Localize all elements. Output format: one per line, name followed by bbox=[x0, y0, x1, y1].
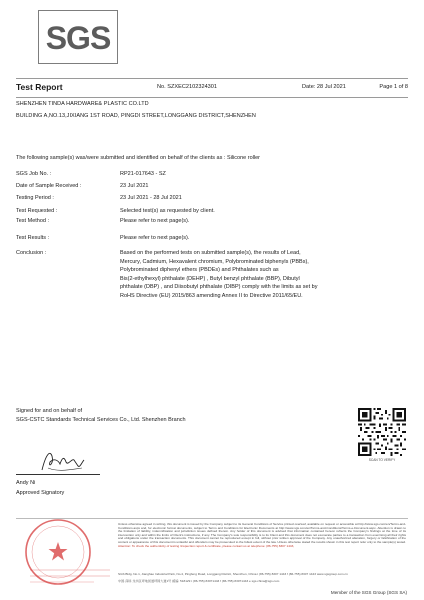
field-value: 23 Jul 2021 - 28 Jul 2021 bbox=[120, 195, 182, 201]
sgs-logo-text: SGS bbox=[45, 20, 111, 56]
signature-scribble bbox=[38, 448, 88, 474]
header-bottom-rule bbox=[16, 97, 408, 98]
verification-qr-code bbox=[358, 408, 406, 456]
page-indicator: Page 1 of 8 bbox=[379, 84, 408, 90]
field-label: Test Method : bbox=[16, 218, 50, 224]
report-header bbox=[16, 82, 408, 96]
field-label: Date of Sample Received : bbox=[16, 183, 82, 189]
signatory-role: Approved Signatory bbox=[16, 490, 65, 496]
conclusion-line: RoHS Directive (EU) 2015/863 amending Annex II to Directive 2011/65/EU. bbox=[120, 292, 303, 299]
signature-rule bbox=[16, 474, 100, 475]
legal-text: Unless otherwise agreed in writing, this document is issued by the Company subject to its General Conditions of Service printed overleaf, available on request or accessible at http://www.sgs.com/en/Terms-and-Conditions.aspx and, for electronic format documents, subject to Terms and Conditions for Electronic Documents at http://www.sgs.com/en/Terms-and-Conditions/Terms-e-Document.aspx. Attention is drawn to the limitation of liability, indemnification and jurisdiction issues defined therein. Any holder of this document is advised that information contained hereon reflects the Company's findings at the time of its intervention only and within the limits of Client's instructions, if any. The Company's sole responsibility is to its Client and this document does not exonerate parties to a transaction from exercising all their rights and obligations under the transaction documents. This document cannot be reproduced except in full, without prior written approval of the Company. Any unauthorized alteration, forgery or falsification of the content or appearance of this document is unlawful and offenders may be prosecuted to the fullest extent of the law. Unless otherwise stated the results shown in this test report refer only to the sample(s) tested. bbox=[118, 522, 406, 544]
report-number: No. SZXEC2102324301 bbox=[157, 84, 218, 90]
signatory-name: Andy Ni bbox=[16, 480, 36, 486]
legal-disclaimer bbox=[118, 523, 406, 548]
field-value: 23 Jul 2021 bbox=[120, 183, 149, 189]
field-label: SGS Job No. : bbox=[16, 171, 52, 177]
header-top-rule bbox=[16, 78, 408, 79]
address-english: SGS Bldg. No.1, Jianghao Industrial Park, No.4, Pingfeng Road, Longgang District, Shenzhen, China t (86-755) 8307 1443 f (86-755) 8307 1443 www.sgsgroup.com.cn bbox=[118, 572, 348, 576]
signed-for-line: Signed for and on behalf of bbox=[16, 408, 83, 414]
field-label: Conclusion : bbox=[16, 250, 47, 256]
intro-statement: The following sample(s) was/were submitted and identified on behalf of the clients as : Silicone roller bbox=[16, 155, 260, 161]
field-value: Please refer to next page(s). bbox=[120, 218, 190, 224]
report-date: Date: 28 Jul 2021 bbox=[302, 84, 346, 90]
client-address: BUILDING A,NO.13,JIXIANG 1ST ROAD, PINGDI STREET,LONGGANG DISTRICT,SHENZHEN bbox=[16, 113, 256, 119]
sgs-logo bbox=[38, 10, 118, 64]
conclusion-line: Polybrominated diphenyl ethers (PBDEs) and Phthalates such as bbox=[120, 267, 279, 273]
field-value: Selected test(s) as requested by client. bbox=[120, 208, 215, 214]
conclusion-line: Bis(2-ethylhexyl) phthalate (DEHP) , Butyl benzyl phthalate (BBP), Dibutyl bbox=[120, 275, 300, 282]
report-title: Test Report bbox=[16, 82, 63, 92]
qr-caption: SCAN TO VERIFY bbox=[368, 458, 396, 462]
field-value: Please refer to next page(s). bbox=[120, 235, 190, 241]
field-value: RP21-017643 - SZ bbox=[120, 171, 166, 177]
member-of-group: Member of the SGS Group (SGS SA) bbox=[330, 590, 407, 595]
field-label: Test Requested : bbox=[16, 208, 58, 214]
address-chinese: 中国·深圳·龙岗区坪地街道坪锦大道1号 邮编: 518129 t (86-755) 83071443 f (86-755) 83071443 e sgs.china@sgs.com bbox=[118, 579, 280, 583]
field-label: Test Results : bbox=[16, 235, 50, 241]
company-seal-stamp bbox=[14, 510, 114, 590]
authenticity-warning: Attention: To check the authenticity of testing /inspection report & certificate, please contact us at telephone: (86-755) 8307 1443, bbox=[118, 543, 295, 548]
conclusion-line: Mercury, Cadmium, Hexavalent chromium, Polybrominated biphenyls (PBBs), bbox=[120, 258, 309, 265]
signed-org-line: SGS-CSTC Standards Technical Services Co., Ltd. Shenzhen Branch bbox=[16, 417, 186, 423]
conclusion-line: Based on the performed tests on submitted sample(s), the results of Lead, bbox=[120, 250, 301, 256]
conclusion-text bbox=[120, 249, 408, 300]
conclusion-line: phthalate (DBP) , and Diisobutyl phthalate (DIBP) comply with the limits as set by bbox=[120, 284, 318, 290]
client-name: SHENZHEN TINDA HARDWARE& PLASTIC CO.LTD bbox=[16, 101, 149, 107]
field-label: Testing Period : bbox=[16, 195, 54, 201]
